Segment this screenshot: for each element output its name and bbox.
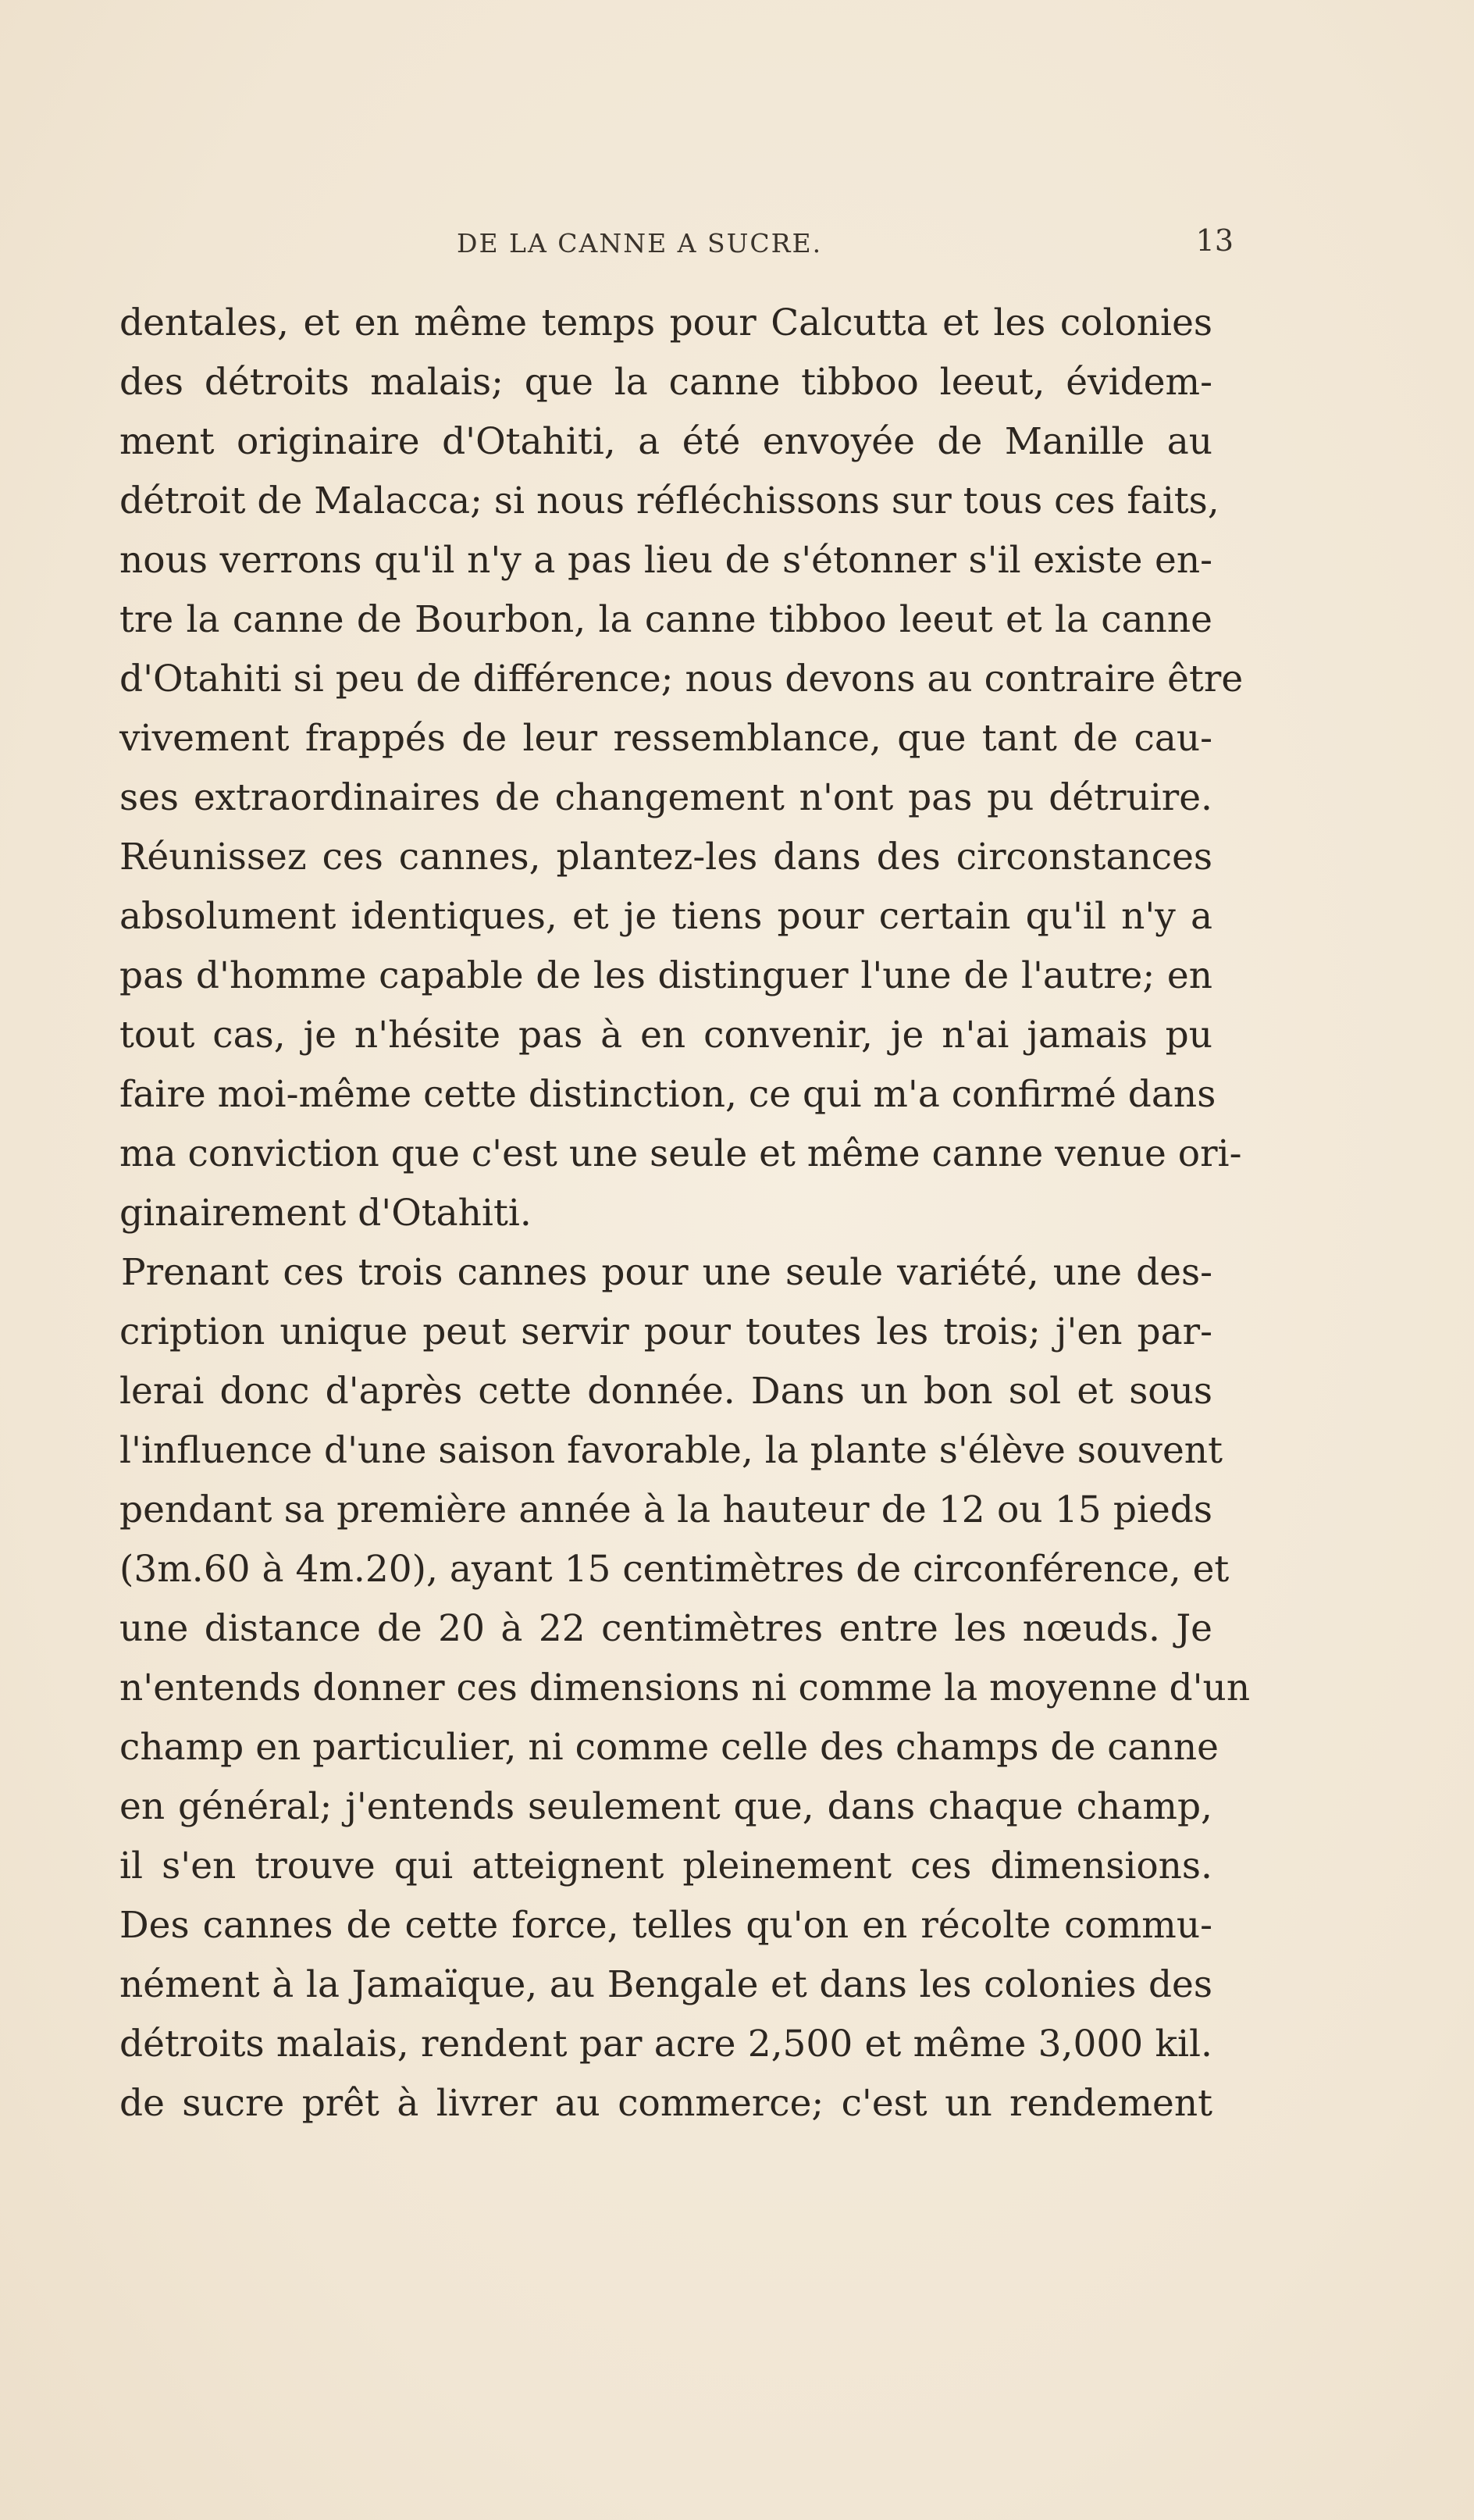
text-line: faire moi-même cette distinction, ce qui m'a confirmé dans — [119, 1073, 1216, 1116]
text-line: des détroits malais; que la canne tibboo leeut, évidem- — [119, 361, 1212, 404]
text-line: tre la canne de Bourbon, la canne tibboo leeut et la canne — [119, 598, 1212, 641]
text-line: Prenant ces trois cannes pour une seule variété, une des- — [121, 1251, 1212, 1294]
text-line: n'entends donner ces dimensions ni comme la moyenne d'un — [119, 1666, 1251, 1709]
text-line: détroit de Malacca; si nous réfléchissons sur tous ces faits, — [119, 479, 1219, 522]
text-line: Réunissez ces cannes, plantez-les dans des circonstances — [119, 836, 1212, 879]
text-line: champ en particulier, ni comme celle des champs de canne — [119, 1726, 1219, 1769]
text-line: absolument identiques, et je tiens pour certain qu'il n'y a — [119, 895, 1212, 938]
text-line: ment originaire d'Otahiti, a été envoyée de Manille au — [119, 420, 1212, 463]
text-line: détroits malais, rendent par acre 2,500 et même 3,000 kil. — [119, 2023, 1212, 2066]
text-line: ma conviction que c'est une seule et même canne venue ori- — [119, 1132, 1242, 1175]
text-line: nément à la Jamaïque, au Bengale et dans les colonies des — [119, 1963, 1212, 2006]
text-line: vivement frappés de leur ressemblance, que tant de cau- — [119, 717, 1212, 760]
text-line: tout cas, je n'hésite pas à en convenir, je n'ai jamais pu — [119, 1014, 1212, 1057]
text-line: (3m.60 à 4m.20), ayant 15 centimètres de circonférence, et — [119, 1548, 1230, 1591]
text-line: dentales, et en même temps pour Calcutta et les colonies — [119, 301, 1212, 344]
text-line: lerai donc d'après cette donnée. Dans un bon sol et sous — [119, 1370, 1212, 1413]
page-number: 13 — [1195, 223, 1234, 258]
text-line: en général; j'entends seulement que, dans chaque champ, — [119, 1785, 1212, 1828]
text-line: de sucre prêt à livrer au commerce; c'est un rendement — [119, 2082, 1212, 2125]
body-text — [119, 294, 1251, 2133]
text-line: l'influence d'une saison favorable, la plante s'élève souvent — [119, 1429, 1223, 1472]
text-line: pas d'homme capable de les distinguer l'une de l'autre; en — [119, 954, 1212, 997]
text-line: Des cannes de cette force, telles qu'on en récolte commu- — [119, 1904, 1212, 1947]
text-line: une distance de 20 à 22 centimètres entre les nœuds. Je — [119, 1607, 1212, 1650]
text-line: il s'en trouve qui atteignent pleinement ces dimensions. — [119, 1845, 1212, 1887]
text-line: ses extraordinaires de changement n'ont pas pu détruire. — [119, 776, 1212, 819]
text-line: d'Otahiti si peu de différence; nous devons au contraire être — [119, 658, 1244, 700]
text-line: pendant sa première année à la hauteur de 12 ou 15 pieds — [119, 1488, 1212, 1531]
text-line: ginairement d'Otahiti. — [119, 1192, 532, 1235]
text-line: cription unique peut servir pour toutes les trois; j'en par- — [119, 1310, 1212, 1353]
running-title: DE LA CANNE A SUCRE. — [457, 228, 823, 258]
text-line: nous verrons qu'il n'y a pas lieu de s'étonner s'il existe en- — [119, 539, 1212, 582]
